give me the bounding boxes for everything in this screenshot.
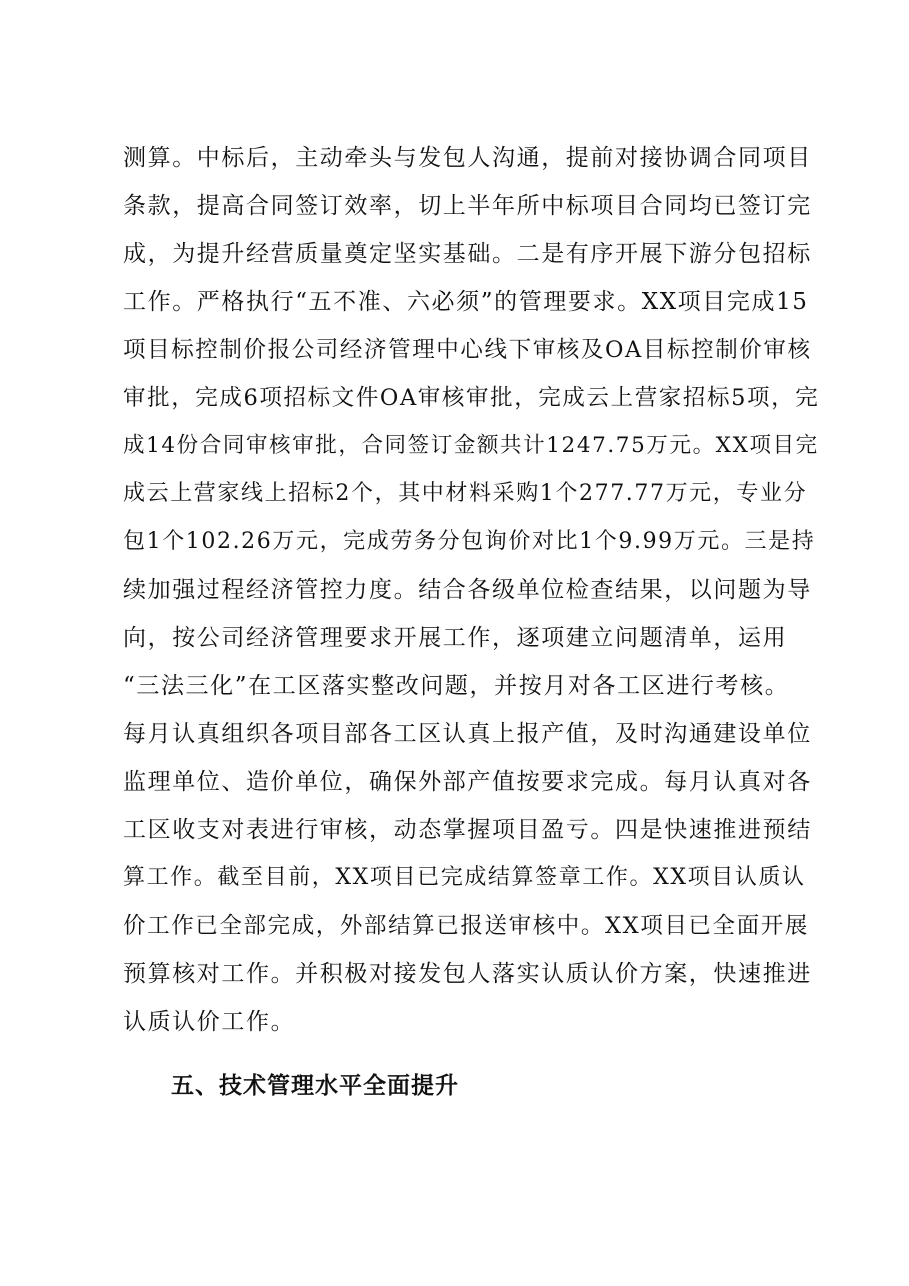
body-text-line: 审批，完成6项招标文件OA审核审批，完成云上营家招标5项，完 (123, 385, 820, 411)
body-text-line: 项目标控制价报公司经济管理中心线下审核及OA目标控制价审核 (123, 337, 812, 363)
body-text-line: 每月认真组织各项目部各工区认真上报产值，及时沟通建设单位 (123, 721, 812, 747)
body-text-line: 认质认价工作。 (123, 1009, 296, 1035)
body-text-line: 成14份合同审核审批，合同签订金额共计1247.75万元。XX项目完 (123, 433, 819, 458)
body-text-line: 续加强过程经济管控力度。结合各级单位检查结果，以问题为导 (123, 577, 812, 603)
body-text-line: 向，按公司经济管理要求开展工作，逐项建立问题清单，运用 (123, 625, 788, 651)
body-text-line: 预算核对工作。并积极对接发包人落实认质认价方案，快速推进 (123, 961, 812, 987)
body-text-line: 监理单位、造价单位，确保外部产值按要求完成。每月认真对各 (123, 769, 812, 795)
body-text-line: 成，为提升经营质量奠定坚实基础。二是有序开展下游分包招标 (123, 241, 812, 267)
body-text-line: 工区收支对表进行审核，动态掌握项目盈亏。四是快速推进预结 (123, 817, 812, 843)
body-text-line: 价工作已全部完成，外部结算已报送审核中。XX项目已全面开展 (123, 913, 809, 939)
body-text-line: 成云上营家线上招标2个，其中材料采购1个277.77万元，专业分 (123, 481, 808, 506)
body-text-line: 条款，提高合同签订效率，切上半年所中标项目合同均已签订完 (123, 193, 812, 219)
body-text-line: 工作。严格执行“五不准、六必须”的管理要求。XX项目完成15 (123, 289, 809, 315)
body-text-line: 测算。中标后，主动牵头与发包人沟通，提前对接协调合同项目 (123, 145, 812, 171)
body-text-line: “三法三化”在工区落实整改问题，并按月对各工区进行考核。 (123, 673, 790, 699)
body-text-line: 包1个102.26万元，完成劳务分包询价对比1个9.99万元。三是持 (123, 529, 816, 554)
section-heading: 五、技术管理水平全面提升 (171, 1073, 459, 1099)
body-text-line: 算工作。截至目前，XX项目已完成结算签章工作。XX项目认质认 (123, 865, 806, 890)
